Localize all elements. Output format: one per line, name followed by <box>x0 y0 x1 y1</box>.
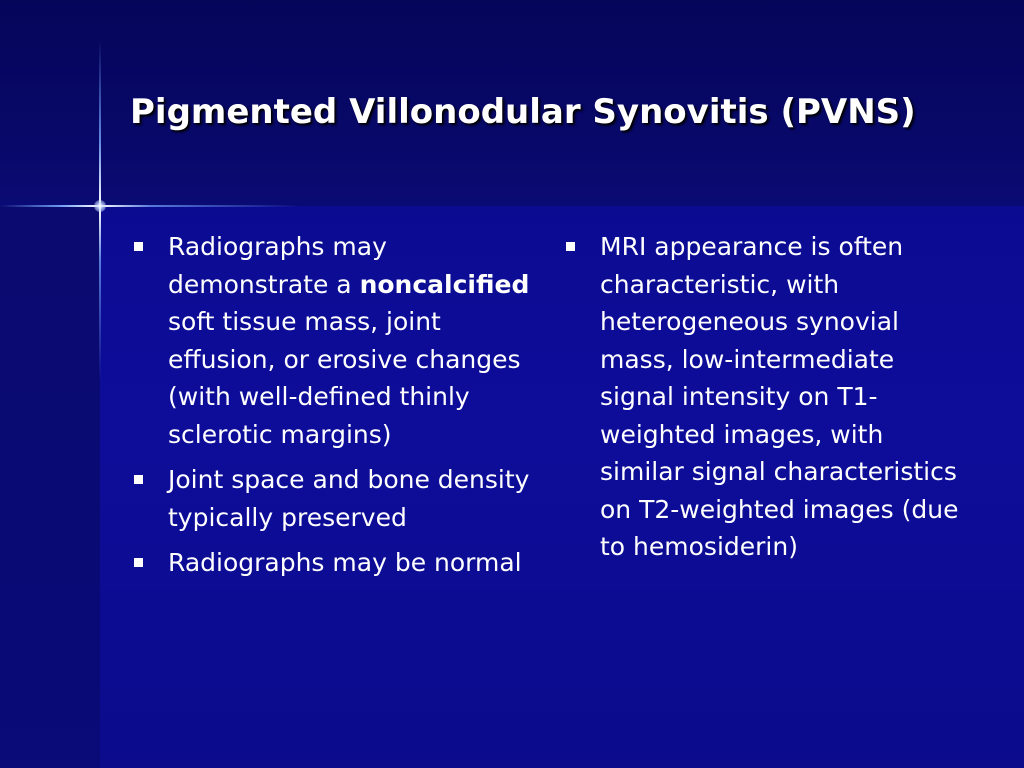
starburst-icon <box>94 200 106 212</box>
bullet-text: MRI appearance is often characteristic, with heterogeneous synovial mass, low-intermediate signal intensity on T1-weighted images, with similar signal characteristics on T2-weighted images (due to hemosiderin) <box>600 232 959 561</box>
bullet-text-bold: noncalcified <box>359 269 530 299</box>
right-bullet-list <box>562 228 962 574</box>
square-bullet-icon <box>134 475 143 484</box>
bullet-text-start: Radiographs may demonstrate a <box>168 232 387 299</box>
slide-title: Pigmented Villonodular Synovitis (PVNS) <box>130 92 916 132</box>
bullet-item-joint-space <box>130 461 530 536</box>
bullet-item-radiographs-findings <box>130 228 530 453</box>
bullet-text: Radiographs may be normal <box>168 548 522 577</box>
square-bullet-icon <box>566 242 575 251</box>
bullet-item-radiographs-normal <box>130 544 530 582</box>
bullet-text: Joint space and bone density typically preserved <box>168 465 530 532</box>
bullet-item-mri-appearance <box>562 228 962 566</box>
left-bullet-list <box>130 228 530 590</box>
bullet-text-end: soft tissue mass, joint effusion, or erosive changes (with well-defined thinly sclerotic margins) <box>168 307 521 449</box>
square-bullet-icon <box>134 558 143 567</box>
square-bullet-icon <box>134 242 143 251</box>
left-margin-band <box>0 206 100 768</box>
starburst-horizontal-ray <box>0 205 300 207</box>
